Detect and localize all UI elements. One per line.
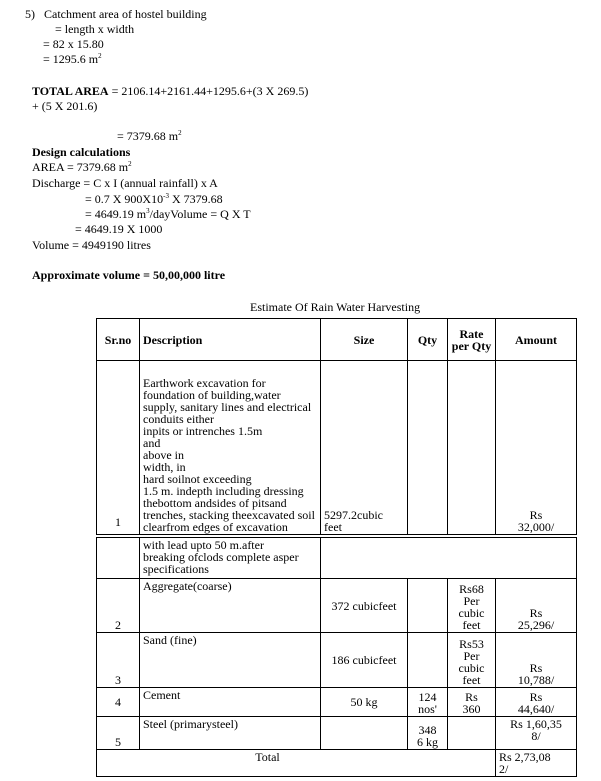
row1-amount: Rs 32,000/ bbox=[496, 361, 577, 535]
total-label: Total bbox=[97, 750, 496, 777]
row4-rate: Rs 360 bbox=[448, 688, 496, 717]
row1-rate bbox=[448, 361, 496, 535]
row4-qty: 124 nos' bbox=[408, 688, 448, 717]
header-rate: Rate per Qty bbox=[448, 319, 496, 361]
table-row bbox=[97, 633, 577, 688]
design-area: AREA = 7379.68 $m^2$ bbox=[32, 160, 132, 174]
total-area-result: = 7379.68 $m^2$ bbox=[117, 129, 182, 143]
row3-description: Sand (fine) bbox=[140, 633, 321, 688]
step5-line3: = 1295.6 $m^2$ bbox=[43, 52, 102, 66]
row2-srno: 2 bbox=[97, 579, 140, 633]
row4-srno: 4 bbox=[97, 688, 140, 717]
row5-rate bbox=[448, 717, 496, 750]
row1cont-srno bbox=[97, 538, 140, 579]
step5-line2: = 82 x 15.80 bbox=[43, 37, 104, 51]
design-d3: = 4649.19 X 1000 bbox=[75, 222, 163, 236]
row2-size: 372 cubicfeet bbox=[321, 579, 408, 633]
table-row bbox=[97, 717, 577, 750]
header-amount: Amount bbox=[496, 319, 577, 361]
header-srno: Sr.no bbox=[97, 319, 140, 361]
row1-description-continued: with lead upto 50 m.after breaking ofclods complete asper specifications bbox=[140, 538, 321, 579]
row1-qty bbox=[408, 361, 448, 535]
total-area-line: TOTAL AREA = 2106.14+2161.44+1295.6+(3 X 269.5) bbox=[32, 84, 309, 98]
step5-line1: = length x width bbox=[55, 22, 135, 36]
row3-amount: Rs 10,788/ bbox=[496, 633, 577, 688]
design-heading: Design calculations bbox=[32, 145, 131, 159]
table-row bbox=[97, 361, 577, 535]
row2-amount: Rs 25,296/ bbox=[496, 579, 577, 633]
design-d1: = 0.7 X $900X10^{-3}$ X 7379.68 bbox=[85, 192, 223, 206]
table-row bbox=[97, 579, 577, 633]
row5-srno: 5 bbox=[97, 717, 140, 750]
estimate-table bbox=[96, 318, 577, 535]
design-volume: Volume = 4949190 litres bbox=[32, 238, 151, 252]
row1cont-blank bbox=[321, 538, 577, 579]
row2-description: Aggregate(coarse) bbox=[140, 579, 321, 633]
design-discharge: Discharge = C x I (annual rainfall) x A bbox=[32, 176, 218, 190]
approx-volume: Approximate volume = 50,00,000 litre bbox=[32, 268, 226, 282]
table-row bbox=[97, 538, 577, 579]
total-amount: Rs 2,73,08 2/ bbox=[496, 750, 577, 777]
step5-heading: 5) Catchment area of hostel building bbox=[25, 7, 207, 21]
total-area-line2: + (5 X 201.6) bbox=[32, 99, 98, 113]
estimate-table-continued bbox=[96, 537, 577, 777]
row3-rate: Rs53 Per cubic feet bbox=[448, 633, 496, 688]
table-row bbox=[97, 688, 577, 717]
row5-amount: Rs 1,60,35 8/ bbox=[496, 717, 577, 750]
row4-amount: Rs 44,640/ bbox=[496, 688, 577, 717]
header-description: Description bbox=[140, 319, 321, 361]
table-header-row bbox=[97, 319, 577, 361]
row1-srno: 1 bbox=[97, 361, 140, 535]
row2-rate: Rs68 Per cubic feet bbox=[448, 579, 496, 633]
header-qty: Qty bbox=[408, 319, 448, 361]
row3-srno: 3 bbox=[97, 633, 140, 688]
row3-qty bbox=[408, 633, 448, 688]
design-d2: = 4649.19 $m^3$/dayVolume = Q X T bbox=[85, 207, 251, 221]
row5-size bbox=[321, 717, 408, 750]
row3-size: 186 cubicfeet bbox=[321, 633, 408, 688]
row5-qty: 348 6 kg bbox=[408, 717, 448, 750]
header-size: Size bbox=[321, 319, 408, 361]
row1-size: 5297.2cubic feet bbox=[321, 361, 408, 535]
table-total-row bbox=[97, 750, 577, 777]
row1-description: Earthwork excavation for foundation of building,water supply, sanitary lines and electrical conduits either inpits or intrenches 1.5m and above in width, in hard soilnot exceeding 1.5 m. indepth including dressing thebottom andsides of pitsand trenches, stacking theexcavated soil clearfrom edges of excavation bbox=[140, 361, 321, 535]
row4-description: Cement bbox=[140, 688, 321, 717]
row2-qty bbox=[408, 579, 448, 633]
row4-size: 50 kg bbox=[321, 688, 408, 717]
row5-description: Steel (primarysteel) bbox=[140, 717, 321, 750]
estimate-title: Estimate Of Rain Water Harvesting bbox=[250, 300, 421, 314]
